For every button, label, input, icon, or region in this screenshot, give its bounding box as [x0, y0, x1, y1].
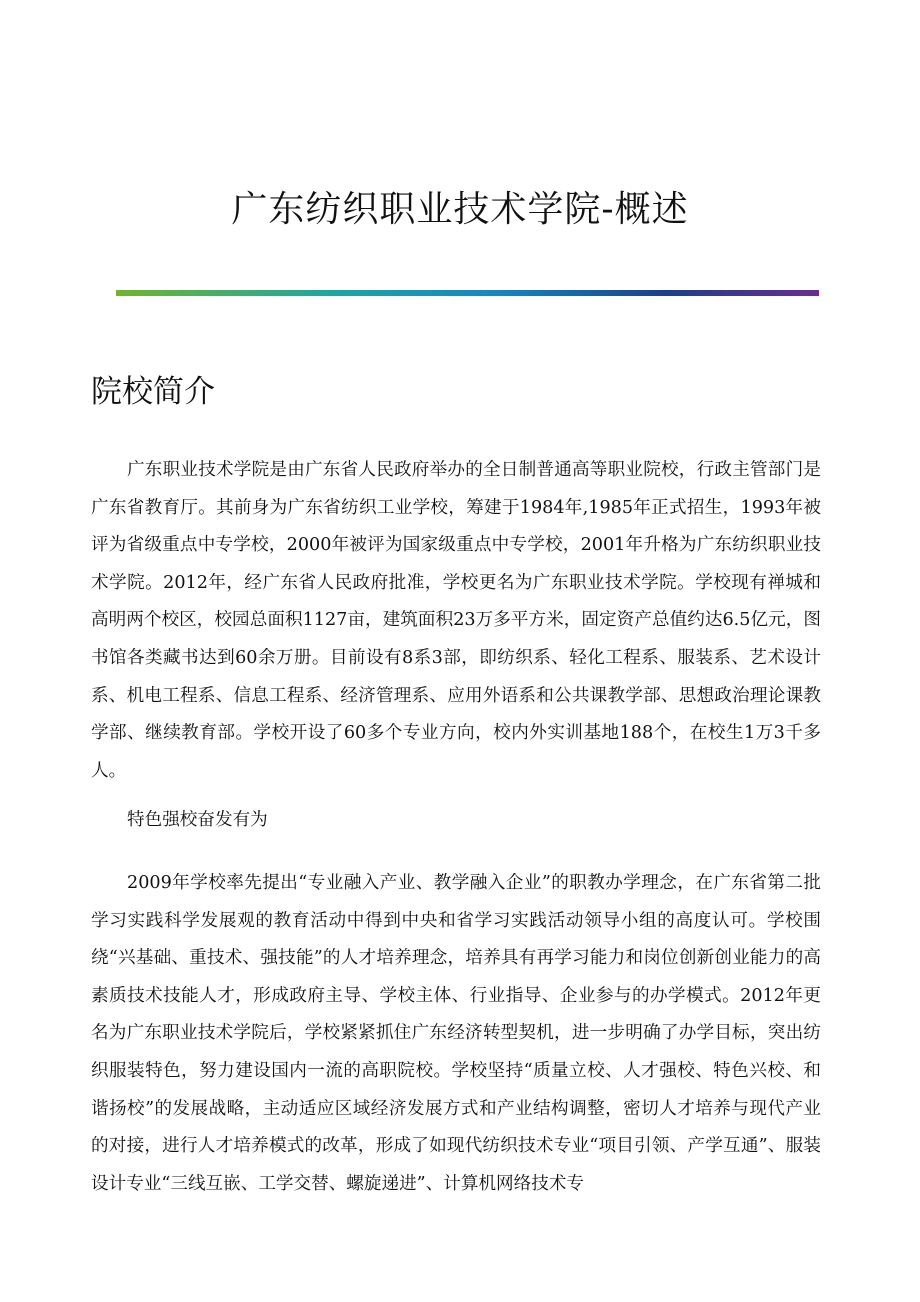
subheading: 特色强校奋发有为: [127, 810, 268, 830]
page-title: 广东纺织职业技术学院-概述: [231, 189, 689, 230]
title-divider-rule: [116, 290, 819, 296]
section-heading: 院校简介: [91, 374, 215, 410]
intro-paragraph: 广东职业技术学院是由广东省人民政府举办的全日制普通高等职业院校，行政主管部门是广东省教育厅。其前身为广东省纺织工业学校，筹建于1984年,1985年正式招生，1993年被评为省级重点中专学校，2000年被评为国家级重点中专学校，2001年升格为广东纺织职业技术学院。2012年，经广东省人民政府批准，学校更名为广东职业技术学院。学校现有禅城和高明两个校区，校园总面积1127亩，建筑面积23万多平方米，固定资产总值约达6.5亿元，图书馆各类藏书达到60余万册。目前设有8系3部，即纺织系、轻化工程系、服装系、艺术设计系、机电工程系、信息工程系、经济管理系、应用外语系和公共课教学部、思想政治理论课教学部、继续教育部。学校开设了60多个专业方向，校内外实训基地188个，在校生1万3千多人。: [91, 460, 821, 781]
body-paragraph: 2009年学校率先提出“专业融入产业、教学融入企业”的职教办学理念，在广东省第二批学习实践科学发展观的教育活动中得到中央和省学习实践活动领导小组的高度认可。学校围绕“兴基础、重技术、强技能”的人才培养理念，培养具有再学习能力和岗位创新创业能力的高素质技术技能人才，形成政府主导、学校主体、行业指导、企业参与的办学模式。2012年更名为广东职业技术学院后，学校紧紧抓住广东经济转型契机，进一步明确了办学目标，突出纺织服装特色，努力建设国内一流的高职院校。学校坚持“质量立校、人才强校、特色兴校、和谐扬校”的发展战略，主动适应区域经济发展方式和产业结构调整，密切人才培养与现代产业的对接，进行人才培养模式的改革，形成了如现代纺织技术专业“项目引领、产学互通”、服装设计专业“三线互嵌、工学交替、螺旋递进”、计算机网络技术专: [91, 873, 821, 1194]
